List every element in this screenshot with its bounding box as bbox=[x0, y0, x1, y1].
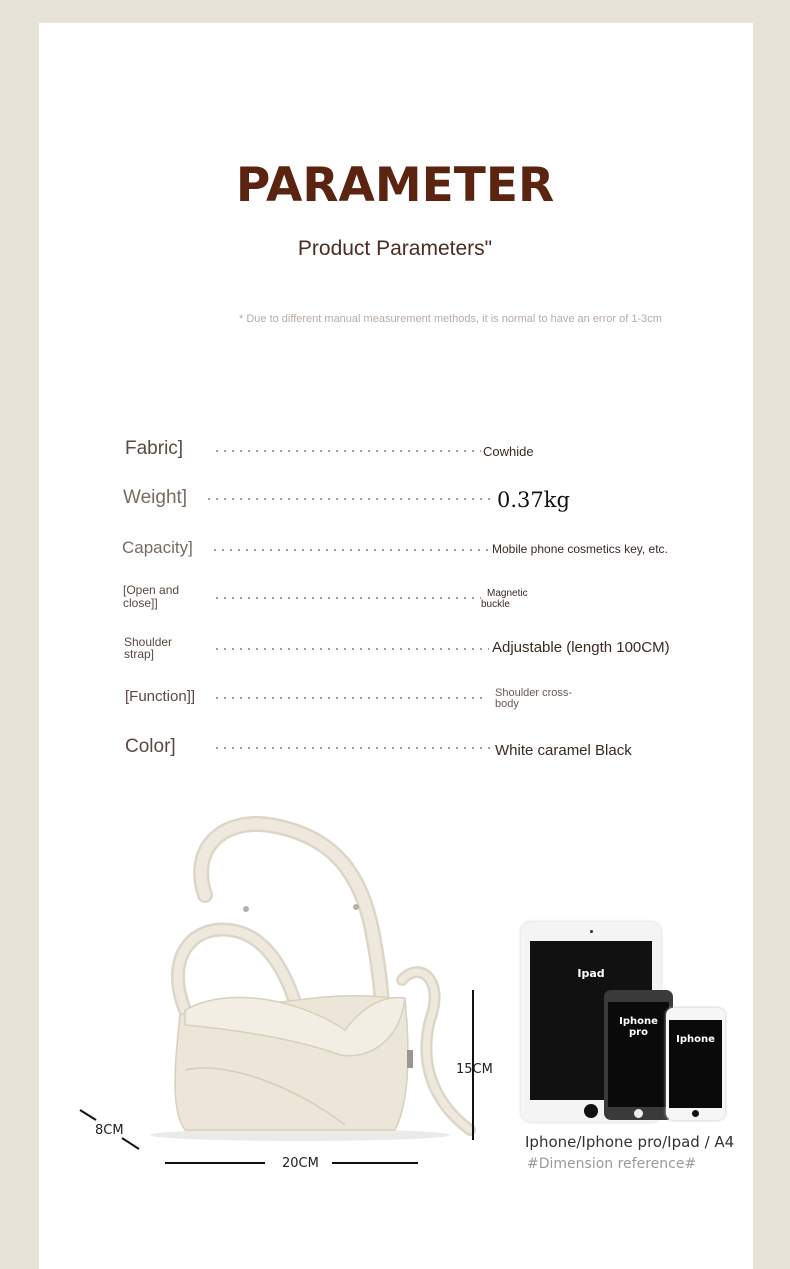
param-label-weight: Weight] bbox=[123, 487, 188, 508]
iphone-screen bbox=[669, 1020, 722, 1108]
value-line: Magnetic bbox=[487, 588, 528, 599]
iphone-device bbox=[666, 1008, 725, 1120]
measurement-note: * Due to different manual measurement methods, it is normal to have an error of 1-3cm bbox=[239, 313, 662, 325]
height-dimension: 15CM bbox=[456, 1062, 493, 1077]
label-line: strap] bbox=[124, 647, 155, 661]
device-caption: Iphone/Iphone pro/Ipad / A4 bbox=[525, 1133, 735, 1151]
width-dimension: 20CM bbox=[282, 1156, 319, 1171]
label-line: [Open and bbox=[123, 583, 180, 597]
ipad-home-button bbox=[584, 1104, 598, 1118]
param-value-capacity: Mobile phone cosmetics key, etc. bbox=[492, 542, 668, 556]
iphone-pro-label bbox=[608, 1016, 669, 1038]
param-value-weight: 0.37kg bbox=[497, 488, 570, 512]
label-line: Shoulder bbox=[124, 635, 173, 649]
value-line: Shoulder cross- bbox=[495, 687, 573, 699]
param-value-shoulder-strap: Adjustable (length 100CM) bbox=[492, 639, 670, 656]
iphone-pro-label-line: pro bbox=[629, 1027, 648, 1038]
iphone-pro-home-button bbox=[634, 1109, 643, 1118]
value-line: buckle bbox=[481, 599, 510, 610]
param-label-color: Color] bbox=[125, 736, 176, 757]
page-subtitle: Product Parameters" bbox=[297, 237, 493, 260]
ipad-label: Ipad bbox=[577, 967, 605, 980]
iphone-home-button bbox=[692, 1110, 699, 1117]
dimension-reference: #Dimension reference# bbox=[527, 1156, 697, 1172]
param-value-fabric: Cowhide bbox=[483, 444, 534, 459]
param-label-function: [Function]] bbox=[125, 688, 196, 705]
label-line: close]] bbox=[123, 596, 158, 610]
iphone-label: Iphone bbox=[676, 1034, 715, 1045]
value-line: body bbox=[495, 698, 519, 710]
param-label-fabric: Fabric] bbox=[125, 438, 184, 459]
ipad-camera bbox=[590, 930, 593, 933]
iphone-pro-device bbox=[604, 990, 673, 1120]
page-title: PARAMETER bbox=[235, 158, 555, 213]
depth-dimension: 8CM bbox=[95, 1123, 124, 1138]
param-value-color: White caramel Black bbox=[495, 742, 632, 759]
iphone-pro-label-line: Iphone bbox=[619, 1016, 658, 1027]
iphone-pro-screen bbox=[608, 1002, 669, 1107]
param-label-capacity: Capacity] bbox=[122, 538, 193, 557]
